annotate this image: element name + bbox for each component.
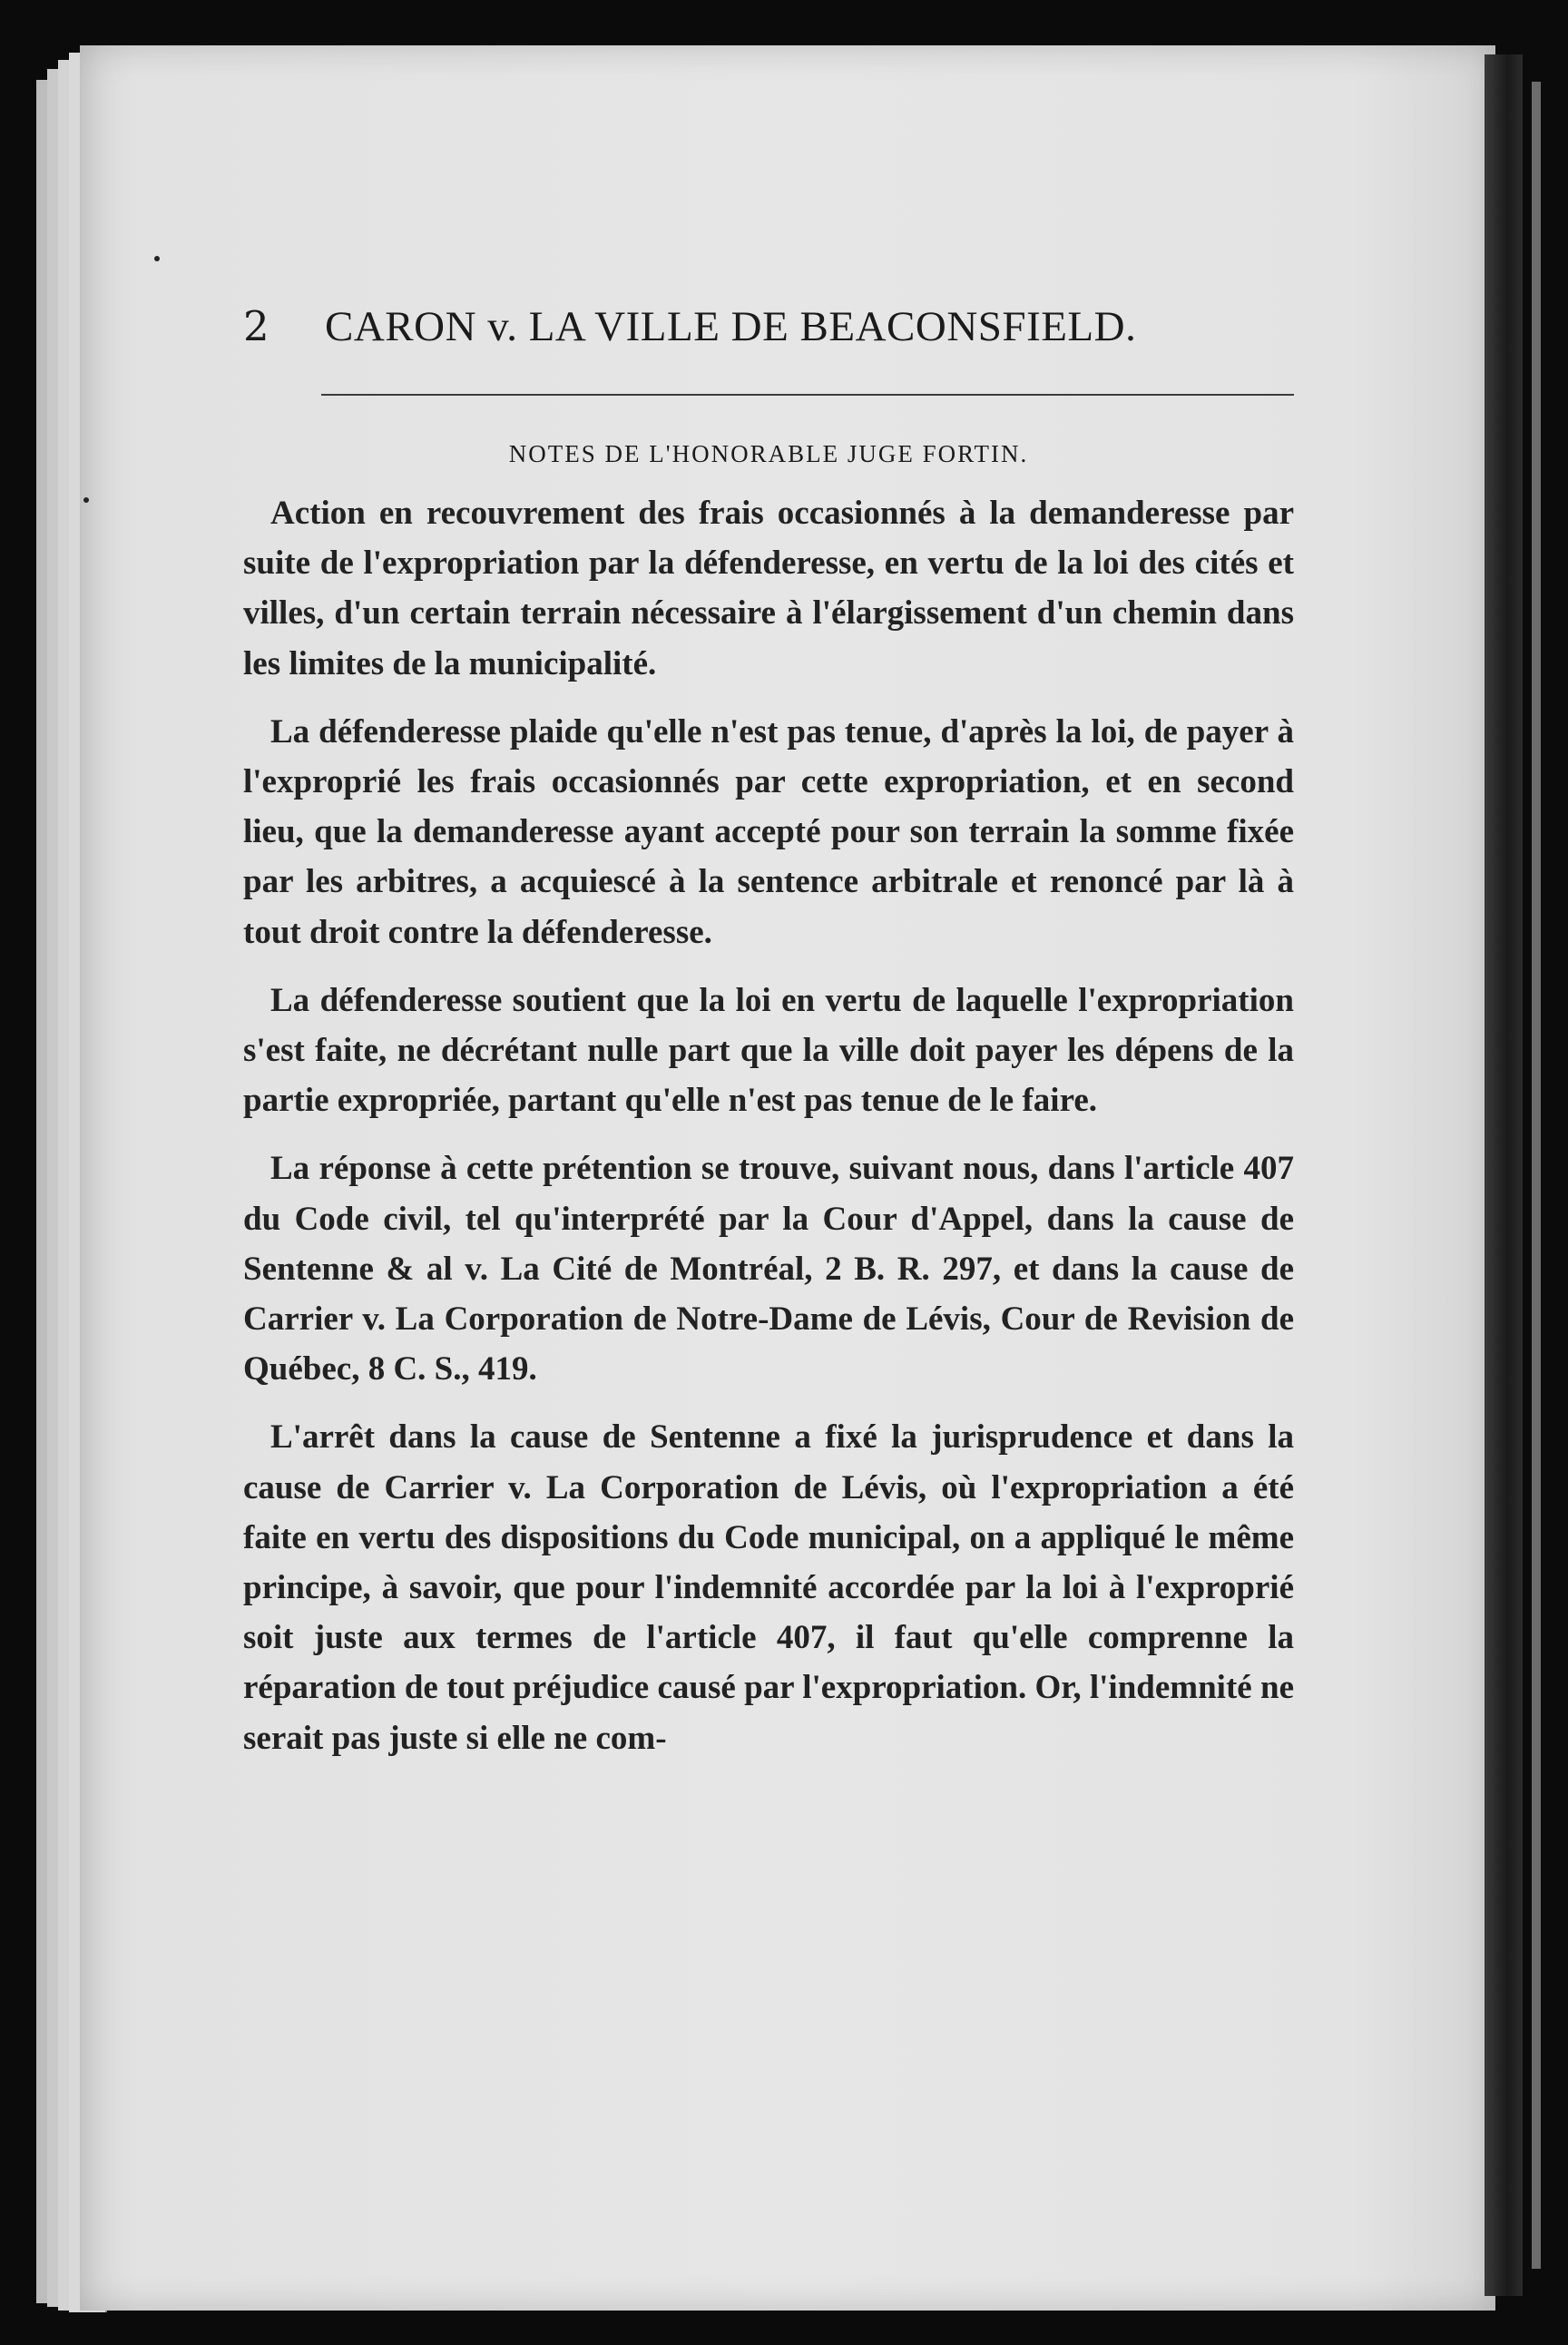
paragraph: La défenderesse plaide qu'elle n'est pas tenue, d'après la loi, de payer à l'exproprié les frais occasionnés par cette expropriation, et en second lieu, que la demanderesse ayant accepté pour son terrain la somme fixée par les arbitres, a acquiescé à la sentence arbitrale et renoncé par là à tout droit contre la défenderesse. (243, 712, 1294, 951)
scan-speck (154, 256, 160, 261)
paragraph: L'arrêt dans la cause de Sentenne a fixé la jurisprudence et dans la cause de Carrier v. La Corporation de Lévis, où l'expropriation a été faite en vertu des dispositions du Code municipal, on a appliqué le même principe, à savoir, que pour l'indemnité accordée par la loi à l'exproprié soit juste aux termes de l'article 407, il faut qu'elle comprenne la réparation de tout préjudice causé par l'expropriation. Or, l'indemnité ne serait pas juste si elle ne com- (243, 1418, 1294, 1757)
page-content (243, 299, 1294, 1763)
running-title: CARON v. LA VILLE DE BEACONSFIELD. (325, 303, 1137, 350)
paragraph: La réponse à cette prétention se trouve, suivant nous, dans l'article 407 du Code civil, tel qu'interprété par la Cour d'Appel, dans la cause de Sentenne & al v. La Cité de Montréal, 2 B. R. 297, et dans la cause de Carrier v. La Corporation de Notre-Dame de Lévis, Cour de Revision de Québec, 8 C. S., 419. (243, 1150, 1294, 1388)
paragraph: Action en recouvrement des frais occasionnés à la demanderesse par suite de l'expropriation par la défenderesse, en vertu de la loi des cités et villes, d'un certain terrain nécessaire à l'élargissement d'un chemin dans les limites de la municipalité. (243, 495, 1294, 682)
book-binding (1485, 54, 1523, 2296)
section-heading: NOTES DE L'HONORABLE JUGE FORTIN. (508, 440, 1029, 467)
book-binding-edge (1532, 82, 1541, 2269)
scan-speck (83, 497, 89, 503)
paragraph: La défenderesse soutient que la loi en vertu de laquelle l'expropriation s'est faite, ne décrétant nulle part que la ville doit payer les dépens de la partie expropriée, partant qu'elle n'est pas tenue de le faire. (243, 981, 1294, 1120)
running-header (243, 299, 1294, 354)
header-rule (321, 394, 1294, 396)
page-number: 2 (243, 302, 270, 350)
